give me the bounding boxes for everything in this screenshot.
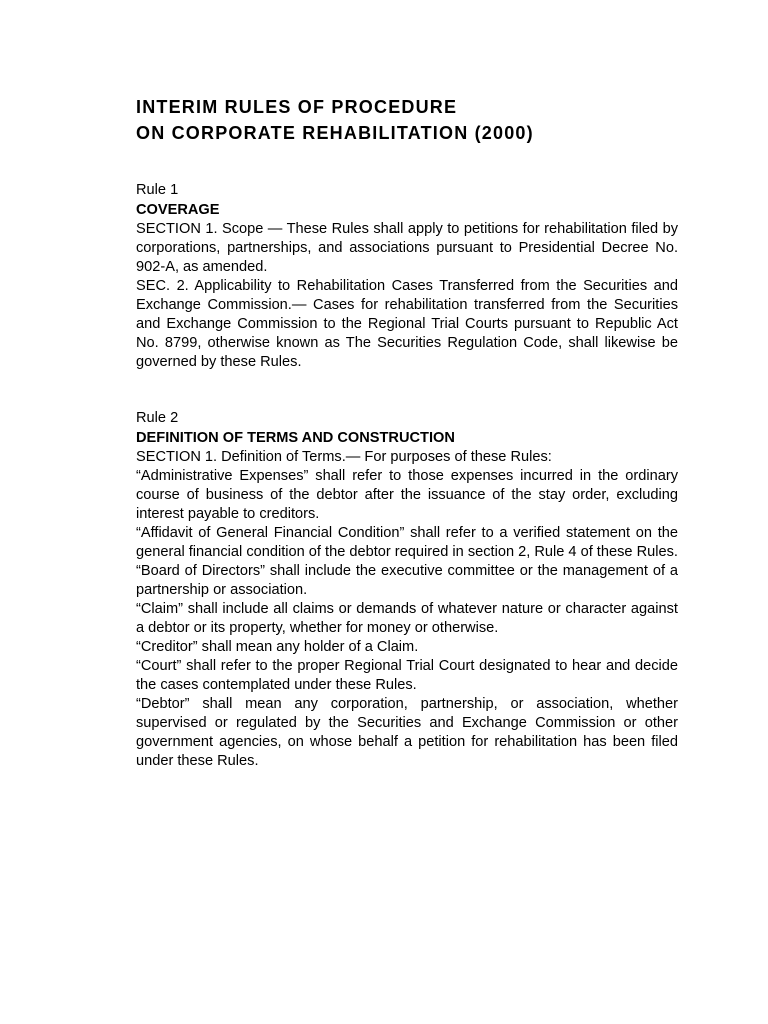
rule-1-number: Rule 1 [136, 182, 179, 198]
definition-claim: “Claim” shall include all claims or demands of whatever nature or character against a debtor or its property, whether for money or otherwise. [136, 601, 678, 636]
document-title-line-1: INTERIM RULES OF PROCEDURE [136, 97, 458, 117]
rule-1-heading: COVERAGE [136, 202, 220, 218]
rule-2-number: Rule 2 [136, 410, 179, 426]
rule-2-heading: DEFINITION OF TERMS AND CONSTRUCTION [136, 430, 455, 446]
document-title [136, 94, 678, 146]
rule-2-section [136, 408, 678, 771]
rule-1-section [136, 180, 678, 372]
definition-administrative-expenses: “Administrative Expenses” shall refer to those expenses incurred in the ordinary course of business of the debtor after the issuance of the stay order, excluding interest payable to creditors. [136, 468, 678, 522]
rule-1-section-1: SECTION 1. Scope — These Rules shall apply to petitions for rehabilitation filed by corporations, partnerships, and associations pursuant to Presidential Decree No. 902-A, as amended. [136, 221, 678, 275]
rule-2-section-1: SECTION 1. Definition of Terms.— For purposes of these Rules: [136, 449, 552, 465]
document-page [136, 94, 678, 771]
definition-court: “Court” shall refer to the proper Regional Trial Court designated to hear and decide the cases contemplated under these Rules. [136, 658, 678, 693]
definition-board-of-directors: “Board of Directors” shall include the executive committee or the management of a partnership or association. [136, 563, 678, 598]
rule-1-section-2: SEC. 2. Applicability to Rehabilitation Cases Transferred from the Securities and Exchange Commission.— Cases for rehabilitation transferred from the Securities and Exchange Commission to the Regional Trial Courts pursuant to Republic Act No. 8799, otherwise known as The Securities Regulation Code, shall likewise be governed by these Rules. [136, 278, 678, 370]
document-title-line-2: ON CORPORATE REHABILITATION (2000) [136, 123, 534, 143]
definition-debtor: “Debtor” shall mean any corporation, partnership, or association, whether supervised or regulated by the Securities and Exchange Commission or other government agencies, on whose behalf a petition for rehabilitation has been filed under these Rules. [136, 696, 678, 769]
rule-1-header [136, 180, 678, 220]
rule-2-header [136, 408, 678, 448]
definition-affidavit-financial-condition: “Affidavit of General Financial Condition” shall refer to a verified statement on the general financial condition of the debtor required in section 2, Rule 4 of these Rules. [136, 525, 678, 560]
definition-creditor: “Creditor” shall mean any holder of a Claim. [136, 639, 419, 655]
